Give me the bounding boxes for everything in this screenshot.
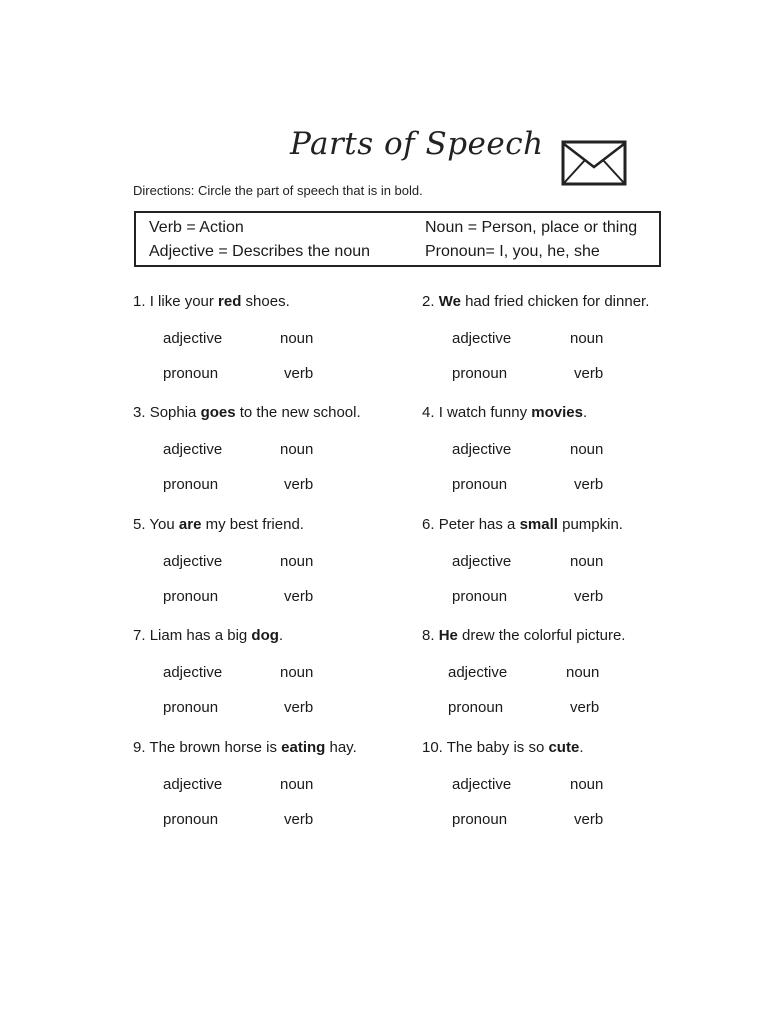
question-number: 1. <box>133 293 150 310</box>
envelope-icon <box>561 140 627 186</box>
option-noun[interactable]: noun <box>280 330 314 347</box>
question-text-before: I watch funny <box>438 404 532 421</box>
key-noun: Noun = Person, place or thing <box>425 219 638 236</box>
bold-word: dog <box>251 627 279 644</box>
bold-word: small <box>519 516 558 533</box>
bold-word: goes <box>200 404 236 421</box>
key-adjective: Adjective = Describes the noun <box>149 243 371 260</box>
option-verb[interactable]: verb <box>284 699 314 716</box>
question-number: 4. <box>422 404 439 421</box>
question-number: 10. <box>422 739 447 756</box>
question-text-after: . <box>278 627 284 644</box>
bold-word: cute <box>548 739 580 756</box>
bold-word: are <box>178 516 202 533</box>
question-number: 7. <box>133 627 150 644</box>
question-text-after: to the new school. <box>235 404 361 421</box>
bold-word: eating <box>281 739 326 756</box>
question-text <box>422 627 625 644</box>
question-text-before: The brown horse is <box>149 739 282 756</box>
question-number: 3. <box>133 404 150 421</box>
option-noun[interactable]: noun <box>280 664 314 681</box>
option-pronoun[interactable]: pronoun <box>452 476 508 493</box>
question-text-after: . <box>579 739 584 756</box>
question-text-after: had fried chicken for dinner. <box>460 293 650 310</box>
question-text-after: hay. <box>325 739 357 756</box>
option-pronoun[interactable]: pronoun <box>452 588 508 605</box>
option-verb[interactable]: verb <box>574 476 604 493</box>
key-box <box>134 211 661 267</box>
question-text-before: Peter has a <box>438 516 520 533</box>
bold-word: We <box>438 293 461 310</box>
question-text-before: I like your <box>149 293 219 310</box>
question-text-after: my best friend. <box>201 516 304 533</box>
option-verb[interactable]: verb <box>284 365 314 382</box>
option-noun[interactable]: noun <box>570 330 604 347</box>
option-adjective[interactable]: adjective <box>452 441 512 458</box>
question-text <box>422 739 583 756</box>
option-pronoun[interactable]: pronoun <box>163 365 219 382</box>
option-verb[interactable]: verb <box>284 588 314 605</box>
option-pronoun[interactable]: pronoun <box>452 811 508 828</box>
bold-word: movies <box>531 404 583 421</box>
option-adjective[interactable]: adjective <box>163 776 223 793</box>
option-pronoun[interactable]: pronoun <box>163 588 219 605</box>
option-noun[interactable]: noun <box>280 553 314 570</box>
option-adjective[interactable]: adjective <box>452 553 512 570</box>
directions-text: Directions: Circle the part of speech that is in bold. <box>133 183 423 198</box>
question-number: 6. <box>422 516 439 533</box>
question-text-after: pumpkin. <box>557 516 623 533</box>
option-noun[interactable]: noun <box>570 441 604 458</box>
option-adjective[interactable]: adjective <box>448 664 508 681</box>
option-pronoun[interactable]: pronoun <box>163 699 219 716</box>
option-noun[interactable]: noun <box>280 776 314 793</box>
question-number: 8. <box>422 627 439 644</box>
question-text <box>422 293 649 310</box>
option-verb[interactable]: verb <box>284 476 314 493</box>
option-verb[interactable]: verb <box>574 365 604 382</box>
question-text-before: You <box>149 516 179 533</box>
question-text-after: shoes. <box>241 293 290 310</box>
option-adjective[interactable]: adjective <box>163 441 223 458</box>
option-pronoun[interactable]: pronoun <box>163 476 219 493</box>
bold-word: red <box>218 293 242 310</box>
question-number: 2. <box>422 293 439 310</box>
key-verb: Verb = Action <box>149 219 244 236</box>
question-text <box>422 516 623 533</box>
question-text-before: The baby is so <box>446 739 549 756</box>
option-adjective[interactable]: adjective <box>452 776 512 793</box>
question-text-before: Liam has a big <box>149 627 252 644</box>
question-text <box>133 293 290 310</box>
question-number: 9. <box>133 739 150 756</box>
bold-word: He <box>438 627 458 644</box>
option-adjective[interactable]: adjective <box>163 553 223 570</box>
option-verb[interactable]: verb <box>574 811 604 828</box>
option-noun[interactable]: noun <box>570 776 604 793</box>
option-noun[interactable]: noun <box>280 441 314 458</box>
option-verb[interactable]: verb <box>284 811 314 828</box>
option-verb[interactable]: verb <box>574 588 604 605</box>
question-number: 5. <box>133 516 150 533</box>
option-pronoun[interactable]: pronoun <box>448 699 504 716</box>
option-verb[interactable]: verb <box>570 699 600 716</box>
option-noun[interactable]: noun <box>566 664 600 681</box>
option-pronoun[interactable]: pronoun <box>163 811 219 828</box>
worksheet-title: Parts of Speech <box>290 126 544 162</box>
option-adjective[interactable]: adjective <box>452 330 512 347</box>
question-text <box>422 404 587 421</box>
question-text <box>133 627 283 644</box>
option-noun[interactable]: noun <box>570 553 604 570</box>
key-pronoun: Pronoun= I, you, he, she <box>425 243 600 260</box>
option-adjective[interactable]: adjective <box>163 664 223 681</box>
question-text <box>133 404 361 421</box>
option-adjective[interactable]: adjective <box>163 330 223 347</box>
question-text <box>133 739 357 756</box>
question-text-after: drew the colorful picture. <box>457 627 626 644</box>
option-pronoun[interactable]: pronoun <box>452 365 508 382</box>
question-text <box>133 516 304 533</box>
question-text-after: . <box>582 404 588 421</box>
question-text-before: Sophia <box>149 404 201 421</box>
